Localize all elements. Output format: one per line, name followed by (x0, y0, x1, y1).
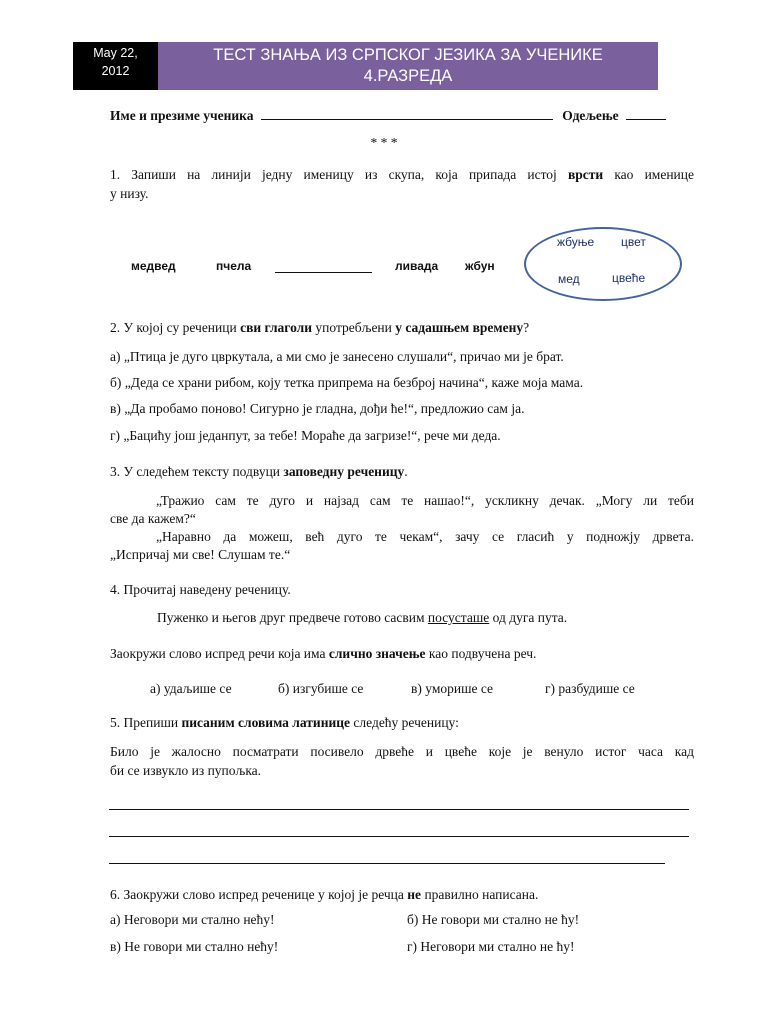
q5-writing-line-1[interactable] (109, 809, 689, 810)
q2-option-a[interactable]: а) „Птица је дуго цвркутала, а ми смо је занесено слушали“, причао ми је брат. (110, 349, 564, 364)
q6-option-c[interactable]: в) Не говори ми стално нећу! (110, 939, 279, 954)
q6-option-b[interactable]: б) Не говори ми стално не ћу! (407, 912, 580, 927)
q1-text-line2: у низу. (110, 186, 149, 201)
q5-sentence-line2: би се извукло из пупољка. (110, 763, 262, 778)
q2-text-bold-2: у садашњем времену (395, 320, 524, 335)
q4-sentence-a: Пуженко и његов друг предвече готово сасвим (157, 610, 428, 625)
q4-instr-c: као подвучена реч. (425, 646, 537, 661)
q6-text-bold: не (407, 887, 422, 902)
q4-sentence-b: од дуга пута. (489, 610, 568, 625)
q4-option-b[interactable]: б) изгубише се (278, 681, 364, 696)
q4-option-c[interactable]: в) уморише се (411, 681, 493, 696)
q2-text-e: ? (523, 320, 530, 335)
q3-text-bold: заповедну реченицу (283, 464, 405, 479)
q6-text-c: правилно написана. (421, 887, 539, 902)
class-label: Одељење (562, 108, 619, 123)
q1-text-line1 (110, 167, 694, 183)
date-line-1: May 22, (93, 46, 138, 60)
q2-option-b[interactable]: б) „Деда се храни рибом, коју тетка припрема на безброј начина“, каже моја мама. (110, 375, 584, 390)
q5-text-bold: писаним словима латинице (181, 715, 351, 730)
name-label: Име и презиме ученика (110, 108, 254, 123)
q3-text-a: 3. У следећем тексту подвуци (110, 464, 284, 479)
q1-answer-blank[interactable] (275, 259, 372, 273)
title-line-1: ТЕСТ ЗНАЊА ИЗ СРПСКОГ ЈЕЗИКА ЗА УЧЕНИКЕ (213, 46, 603, 64)
q4-instruction (110, 646, 694, 662)
q2-option-d[interactable]: г) „Бацићу још једанпут, за тебе! Мораће да загризе!“, рече ми деда. (110, 428, 501, 443)
q6-text-a: 6. Заокружи слово испред реченице у којој је речца (110, 887, 408, 902)
q6-option-d[interactable]: г) Неговори ми стално не ћу! (407, 939, 575, 954)
q4-instr-bold: слично значење (328, 646, 426, 661)
q1-word-4: жбун (465, 259, 495, 273)
q6-question (110, 887, 694, 903)
q3-para2-line1[interactable]: „Наравно да можеш, већ дуго те чекам“, зачу се гласић у подножју дрвета. (156, 529, 694, 544)
q1-word-1: медвед (131, 259, 176, 273)
q1-text-c: као именице (603, 167, 694, 182)
q1-set-word-4: цвеће (612, 271, 646, 285)
q1-set-word-1: жбуње (557, 235, 595, 249)
q5-sentence-line1: Било је жалосно посматрати посивело дрвеће и цвеће које је венуло истог часа кад (110, 744, 694, 759)
class-field[interactable] (626, 119, 666, 120)
q1-text-a: 1. Запиши на линији једну именицу из скупа, која припада истој (110, 167, 568, 182)
q1-word-3: ливада (395, 259, 439, 273)
q3-para2-line2[interactable]: „Испричај ми све! Слушам те.“ (110, 547, 291, 562)
q3-para1-line2[interactable]: све да кажем?“ (110, 511, 196, 526)
date-line-2: 2012 (101, 64, 130, 78)
q2-text-bold-1: сви глаголи (240, 320, 313, 335)
student-info-line (110, 108, 694, 124)
q1-text-bold: врсти (567, 167, 604, 182)
q2-option-c[interactable]: в) „Да пробамо поново! Сигурно је гладна, дођи ће!“, предложио сам ја. (110, 401, 525, 416)
q5-text-a: 5. Препиши (110, 715, 182, 730)
q5-writing-line-2[interactable] (109, 836, 689, 837)
q2-text-a: 2. У којој су реченици (110, 320, 241, 335)
q1-set-word-2: цвет (621, 235, 646, 249)
q1-word-2: пчела (216, 259, 252, 273)
q3-question (110, 464, 694, 480)
q4-instr-a: Заокружи слово испред речи која има (110, 646, 329, 661)
q5-text-c: следећу реченицу: (350, 715, 459, 730)
q4-question: 4. Прочитај наведену реченицу. (110, 582, 291, 597)
q4-option-a[interactable]: а) удаљише се (150, 681, 232, 696)
q4-underlined-word: посусташе (427, 610, 490, 625)
date-box (73, 42, 158, 90)
page-title (158, 42, 658, 90)
q1-word-set-ellipse (524, 227, 682, 301)
q1-set-word-3: мед (558, 272, 580, 286)
title-line-2: 4.РАЗРЕДА (363, 67, 453, 85)
separator: * * * (370, 135, 398, 150)
q4-sentence (157, 610, 567, 626)
q5-question (110, 715, 694, 731)
q5-writing-line-3[interactable] (109, 863, 665, 864)
q3-text-c: . (404, 464, 408, 479)
q2-text-c: употребљени (312, 320, 396, 335)
name-field[interactable] (261, 119, 553, 120)
q6-option-a[interactable]: а) Неговори ми стално нећу! (110, 912, 275, 927)
q2-question (110, 320, 694, 336)
q4-option-d[interactable]: г) разбудише се (545, 681, 635, 696)
q3-para1-line1[interactable]: „Тражио сам те дуго и најзад сам те нашао!“, ускликну дечак. „Могу ли теби (156, 493, 694, 508)
